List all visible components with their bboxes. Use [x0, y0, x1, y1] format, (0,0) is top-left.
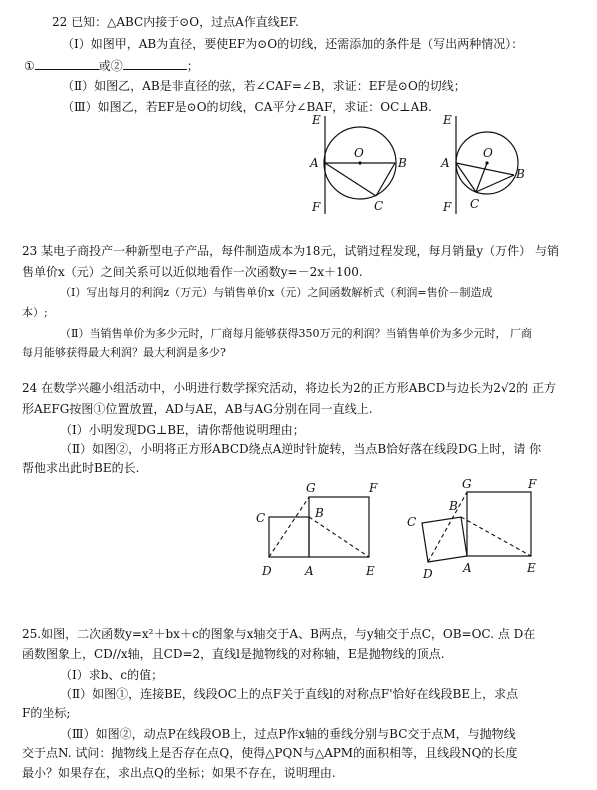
fig-jia-label-F: F [312, 200, 321, 214]
q25-line5: F的坐标; [22, 706, 71, 720]
q23-line2: 售单价x（元）之间关系可以近似地看作一次函数y=－2x＋100. [22, 265, 363, 279]
fig-yi-label-B: B [516, 167, 525, 181]
fig-yi-label-E: E [443, 113, 452, 127]
q23-line5: （Ⅱ）当销售单价为多少元时，厂商每月能够获得350万元的利润？当销售单价为多少元时， 厂商 [60, 327, 532, 340]
q25-line6: （Ⅲ）如图②，动点P在线段OB上，过点P作x轴的垂线分别与BC交于点M，与抛物线 [60, 727, 516, 741]
fig2-label-B: B [449, 499, 458, 513]
q24-figure-2 [407, 477, 537, 581]
q23-line1: 23 某电子商投产一种新型电子产品，每件制造成本为18元，试销过程发现，每月销量y（万件） 与销 [22, 244, 559, 258]
fig-jia-label-O: O [354, 146, 364, 160]
q23-line6: 每月能够获得最大利润？最大利润是多少? [22, 346, 226, 359]
q24-figures [0, 477, 597, 590]
q22-part2: （Ⅱ）如图乙，AB是非直径的弦，若∠CAF=∠B，求证：EF是⊙O的切线； [62, 79, 466, 93]
fig1-label-F: F [369, 481, 378, 495]
fig-yi-label-F: F [443, 200, 452, 214]
fig2-label-G: G [462, 477, 472, 491]
fig1-label-G: G [306, 481, 316, 495]
q24-line4: （Ⅱ）如图②，小明将正方形ABCD绕点A逆时针旋转，当点B恰好落在线段DG上时，请 你 [60, 442, 542, 456]
q22-part1: （Ⅰ）如图甲，AB为直径，要使EF为⊙O的切线，还需添加的条件是（写出两种情况）： [62, 37, 524, 51]
q25-line4: （Ⅱ）如图①，连接BE，线段OC上的点F关于直线l的对称点F'恰好在线段BE上，求点 [60, 687, 519, 701]
blank-end: ； [186, 59, 199, 73]
fig-jia-label-B: B [398, 156, 407, 170]
fig-yi-label-O: O [483, 146, 493, 160]
blank1-prefix: ① [24, 59, 35, 73]
q24-line2: 形AEFG按图①位置放置，AD与AE，AB与AG分别在同一直线上. [22, 402, 373, 416]
q22-figure-yi [440, 113, 525, 214]
q22-stem: 22 已知：△ABC内接于⊙O，过点A作直线EF. [52, 15, 299, 29]
answer-blank-2[interactable] [123, 57, 187, 70]
q25-line2: 函数图象上，CD//x轴，且CD=2，直线l是抛物线的对称轴，E是抛物线的顶点. [22, 647, 445, 661]
fig2-label-A: A [463, 561, 472, 575]
fig2-label-D: D [423, 567, 433, 581]
fig2-label-F: F [528, 477, 537, 491]
q22-answer-blanks [24, 57, 199, 74]
fig-jia-label-C: C [374, 199, 384, 213]
q24-line3: （Ⅰ）小明发现DG⊥BE，请你帮他说明理由； [60, 423, 305, 437]
fig-jia-label-A: A [310, 156, 319, 170]
q25-line8: 最小？如果存在，求出点Q的坐标；如果不存在，说明理由. [22, 766, 336, 780]
q23-line4: 本）; [22, 306, 48, 319]
fig2-label-E: E [527, 561, 536, 575]
answer-blank-1[interactable] [35, 57, 99, 70]
q22-part3: （Ⅲ）如图乙，若EF是⊙O的切线，CA平分∠BAF，求证：OC⊥AB. [62, 100, 432, 114]
fig1-label-A: A [305, 564, 314, 578]
fig2-label-C: C [407, 515, 417, 529]
fig1-label-E: E [366, 564, 375, 578]
fig1-label-C: C [256, 511, 266, 525]
fig-yi-label-A: A [441, 156, 450, 170]
fig1-label-B: B [315, 506, 324, 520]
q23-line3: （Ⅰ）写出每月的利润z（万元）与销售单价x（元）之间函数解析式（利润=售价－制造成 [60, 286, 493, 299]
q24-line1: 24 在数学兴趣小组活动中，小明进行数学探究活动，将边长为2的正方形ABCD与边长为2√2的 正方 [22, 381, 556, 395]
fig-yi-label-C: C [470, 197, 480, 211]
q24-figure-1 [256, 481, 378, 578]
fig1-label-D: D [262, 564, 272, 578]
fig-jia-label-E: E [312, 113, 321, 127]
q24-line5: 帮他求出此时BE的长. [22, 461, 140, 475]
q25-line7: 交于点N. 试问：抛物线上是否存在点Q，使得△PQN与△APM的面积相等，且线段NQ的长度 [22, 746, 518, 760]
blank2-prefix: 或② [98, 59, 123, 73]
q22-figure-jia [309, 113, 407, 214]
q25-line1: 25.如图，二次函数y=x²＋bx＋c的图象与x轴交于A、B两点，与y轴交于点C，OB=OC. 点 D在 [22, 627, 536, 641]
q25-line3: （Ⅰ）求b、c的值； [60, 668, 164, 682]
q22-figures [0, 110, 597, 214]
